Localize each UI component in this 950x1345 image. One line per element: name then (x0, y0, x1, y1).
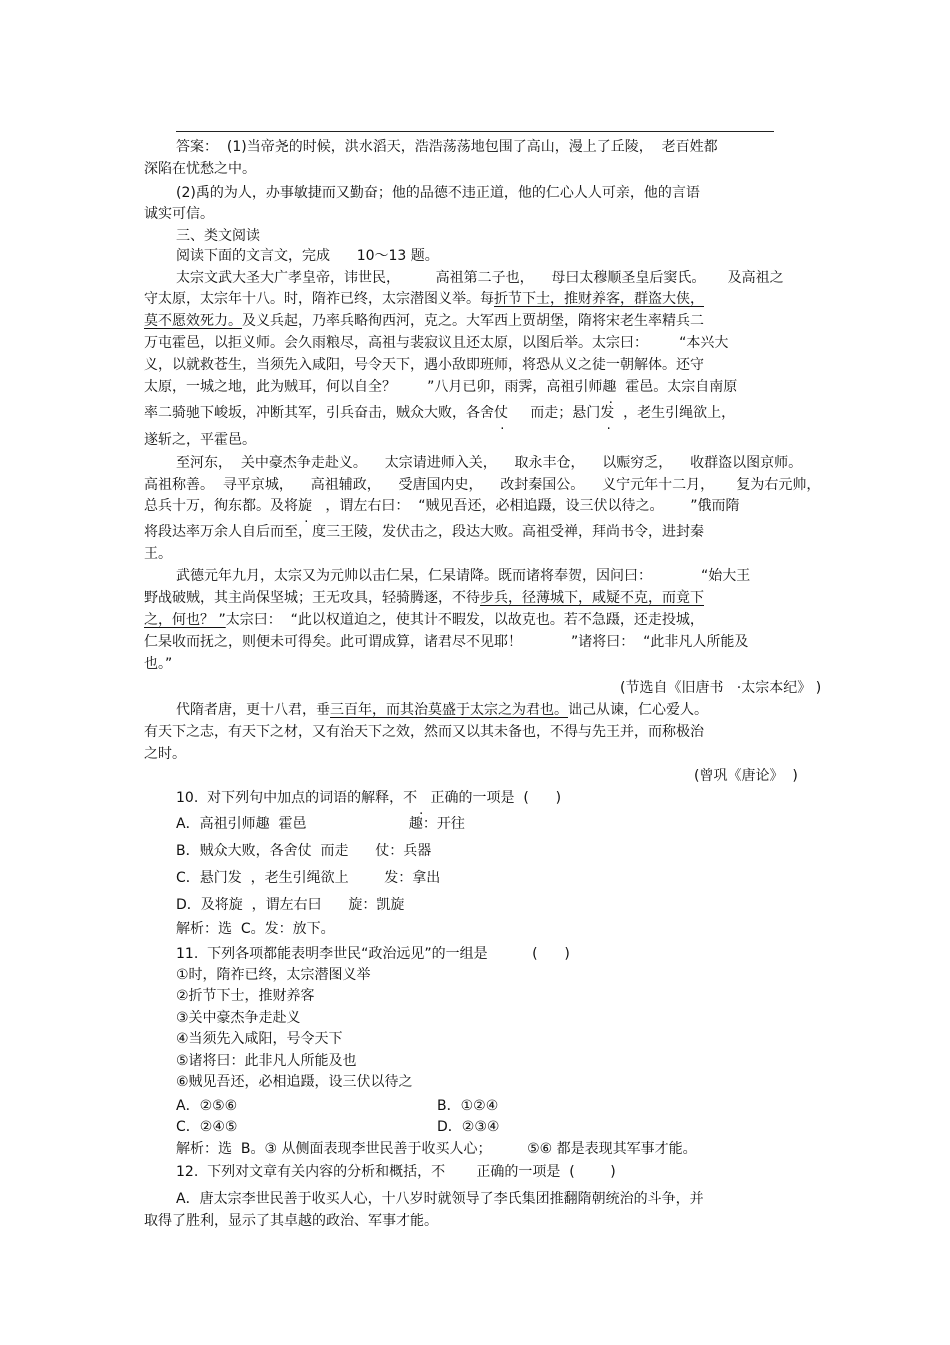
question-11-item: ④当须先入咸阳，号令天下 (176, 1031, 343, 1047)
passage-line: 遂斩之，平霍邑。 (144, 432, 256, 448)
question-10-option-d: D．及将旋 ，谓左右曰 旋：凯旋 (176, 897, 405, 913)
underlined-phrase: 三百年，而其治莫盛于太宗之为君也。 (330, 702, 568, 718)
top-rule (176, 131, 774, 132)
question-11-option-c: C．②④⑤ (176, 1119, 238, 1135)
passage-line: 野战破贼，其主尚保坚城；王无攻具，轻骑腾逐，不待步兵，径薄城下，咸疑不克，而竟下 (144, 590, 704, 606)
passage-line: 仁杲收而抚之，则便未可得矣。此可谓成算，诸君尽不见耶！ ”诸将曰： “此非凡人所能及 (144, 634, 749, 650)
question-11-option-d: D．②③④ (437, 1119, 500, 1135)
question-11-item: ⑥贼见吾还，必相追蹑，设三伏以待之 (176, 1074, 413, 1090)
question-12-option-a-line-1: A．唐太宗李世民善于收买人心，十八岁时就领导了李氏集团推翻隋朝统治的斗争，并 (176, 1191, 704, 1207)
underlined-phrase: 折节下士，推财养客，群盗大侠， (494, 291, 704, 307)
underlined-phrase: 莫不愿效死力。 (144, 313, 242, 329)
passage-line: 守太原，太宗年十八。时，隋祚已终，太宗潜图义举。每折节下士，推财养客，群盗大侠， (144, 291, 704, 307)
passage-line: 代隋者唐，更十八君，垂三百年，而其治莫盛于太宗之为君也。诎己从谏，仁心爱人。 (176, 702, 708, 718)
passage-line: 也。” (144, 656, 173, 672)
question-12-stem: 12. 下列对文章有关内容的分析和概括，不 正确的一项是 ( ) (176, 1164, 616, 1180)
question-11-option-a: A．②⑤⑥ (176, 1098, 238, 1114)
passage-line: 武德元年九月，太宗又为元帅以击仁杲，仁杲请降。既而诸将奉贺，因问曰： “始大王 (176, 568, 751, 584)
dotted-word: 趣 (602, 379, 617, 395)
passage-line: 率二骑驰下峻坂，冲断其军，引兵奋击，贼众大败，各舍仗 而走；悬门发 ，老生引绳欲上， (144, 405, 736, 421)
passage-line: 万屯霍邑，以拒义师。会久雨粮尽，高祖与裴寂议且还太原，以图后举。太宗曰： “本兴大 (144, 335, 729, 351)
question-11-item: ③关中豪杰争走赴义 (176, 1010, 301, 1026)
underlined-phrase: 之，何也？ ” (144, 612, 226, 628)
passage-line: 之时。 (144, 746, 186, 762)
passage-line: 太宗文武大圣大广孝皇帝，讳世民， 高祖第二子也， 母曰太穆顺圣皇后窦氏。 及高祖之 (176, 270, 784, 286)
passage-line: 太原，一城之地，此为贼耳，何以自全？ ”八月已卯，雨霁，高祖引师趣 霍邑。太宗自南原 (144, 379, 738, 395)
passage-line: 之，何也？ ”太宗曰： “此以权道迫之，使其计不暇发，以故克也。若不急蹑，还走投城， (144, 612, 704, 628)
answer-line-2: 深陷在忧愁之中。 (144, 161, 256, 177)
passage-line: 王。 (144, 546, 172, 562)
passage-line: 义，以就救苍生，当须先入咸阳，号令天下，遇小敌即班师，将恐从义之徒一朝解体。还守 (144, 357, 704, 373)
source-citation: (曾巩《唐论》 ) (694, 768, 798, 784)
question-10-option-c: C．悬门发 ，老生引绳欲上 发：拿出 (176, 870, 441, 886)
question-12-option-a-line-2: 取得了胜利，显示了其卓越的政治、军事才能。 (144, 1213, 438, 1229)
question-11-analysis: 解析：选 B。③ 从侧面表现李世民善于收买人心； ⑤⑥ 都是表现其军事才能。 (176, 1141, 697, 1157)
passage-line: 总兵十万，徇东都。及将旋 ，谓左右曰： “贼见吾还，必相追蹑，设三伏以待之。 ”俄而隋 (144, 498, 740, 514)
passage-line: 将段达率万余人自后而至，度三王陵，发伏击之，段达大败。高祖受禅，拜尚书令，进封秦 (144, 524, 704, 540)
section-heading: 三、类文阅读 (176, 228, 260, 244)
answer-line-1: 答案： (1)当帝尧的时候，洪水滔天，浩浩荡荡地包围了高山，漫上了丘陵， 老百姓都 (176, 139, 718, 155)
dotted-word: 旋 (298, 498, 312, 514)
question-10-stem: 10. 对下列句中加点的词语的解释，不 . 正确的一项是 ( ) (176, 789, 561, 807)
question-10-option-a: A．高祖引师趣 霍邑 趣：开往 (176, 816, 465, 832)
question-11-stem: 11. 下列各项都能表明李世民“政治远见”的一组是 ( ) (176, 946, 570, 962)
question-10-analysis: 解析：选 C。发：放下。 (176, 921, 335, 937)
passage-line: 有天下之志，有天下之材，又有治天下之效，然而又以其未备也，不得与先王并，而称极治 (144, 724, 704, 740)
question-11-item: ①时，隋祚已终，太宗潜图义举 (176, 967, 371, 983)
dotted-word: 仗 (494, 405, 508, 421)
answer-line-3: (2)禹的为人，办事敏捷而又勤奋；他的品德不违正道，他的仁心人人可亲，他的言语 (176, 185, 700, 201)
section-instruction: 阅读下面的文言文，完成 10～13 题。 (176, 248, 439, 264)
answer-line-4: 诚实可信。 (144, 206, 214, 222)
question-11-option-b: B．①②④ (437, 1098, 499, 1114)
question-10-option-b: B．贼众大败，各舍仗 而走 仗：兵器 (176, 843, 432, 859)
dotted-word: 发 (600, 405, 615, 421)
question-11-item: ⑤诸将曰：此非凡人所能及也 (176, 1053, 357, 1069)
passage-line: 高祖称善。 寻平京城， 高祖辅政， 受唐国内史， 改封秦国公。 义宁元年十二月， 复为右元帅， (144, 477, 821, 493)
question-11-item: ②折节下士，推财养客 (176, 988, 315, 1004)
underlined-phrase: 步兵，径薄城下，咸疑不克，而竟下 (480, 590, 704, 606)
passage-line: 至河东， 关中豪杰争走赴义。 太宗请进师入关， 取永丰仓， 以赈穷乏， 收群盗以图京师。 (176, 455, 803, 471)
passage-line: 莫不愿效死力。及义兵起，乃率兵略徇西河，克之。大军西上贾胡堡，隋将宋老生率精兵二 (144, 313, 704, 329)
source-citation: (节选自《旧唐书 ·太宗本纪》 ) (620, 680, 822, 696)
